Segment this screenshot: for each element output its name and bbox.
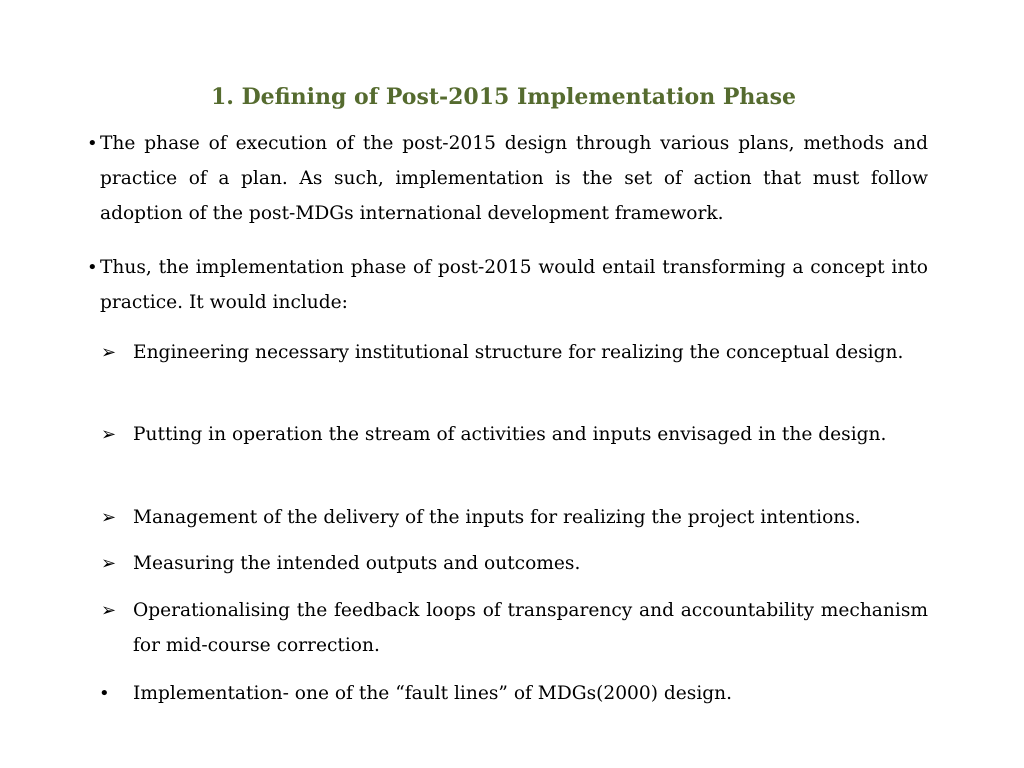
arrow-bullet-icon: ➢ — [101, 507, 117, 528]
sub-item-text: Management of the delivery of the inputs for realizing the project intentions. — [133, 507, 861, 528]
sub-item-text: Putting in operation the stream of activities and inputs envisaged in the design. — [133, 424, 887, 445]
bullet-text: Implementation- one of the “fault lines” of MDGs(2000) design. — [133, 683, 733, 704]
sub-item-text: Operationalising the feedback loops of transparency and accountability mechanism for mid-course correction. — [133, 600, 928, 656]
bullet-text: Thus, the implementation phase of post-2015 would entail transforming a concept into practice. It would include: — [100, 257, 928, 313]
sub-item-text: Engineering necessary institutional structure for realizing the conceptual design. — [133, 342, 904, 363]
sub-item-text: Measuring the intended outputs and outcomes. — [133, 553, 581, 574]
slide-title: 1. Defining of Post-2015 Implementation Phase — [210, 84, 797, 110]
arrow-bullet-icon: ➢ — [101, 600, 117, 621]
arrow-bullet-icon: ➢ — [101, 342, 117, 363]
bullet-dot: • — [87, 257, 98, 278]
bullet-text: The phase of execution of the post-2015 design through various plans, methods and practice of a plan. As such, implementation is the set of action that must follow adoption of the post-MDGs international development framework. — [100, 133, 928, 224]
arrow-bullet-icon: ➢ — [101, 553, 117, 574]
bullet-dot: • — [99, 683, 110, 704]
arrow-bullet-icon: ➢ — [101, 424, 117, 445]
bullet-dot: • — [87, 133, 98, 154]
